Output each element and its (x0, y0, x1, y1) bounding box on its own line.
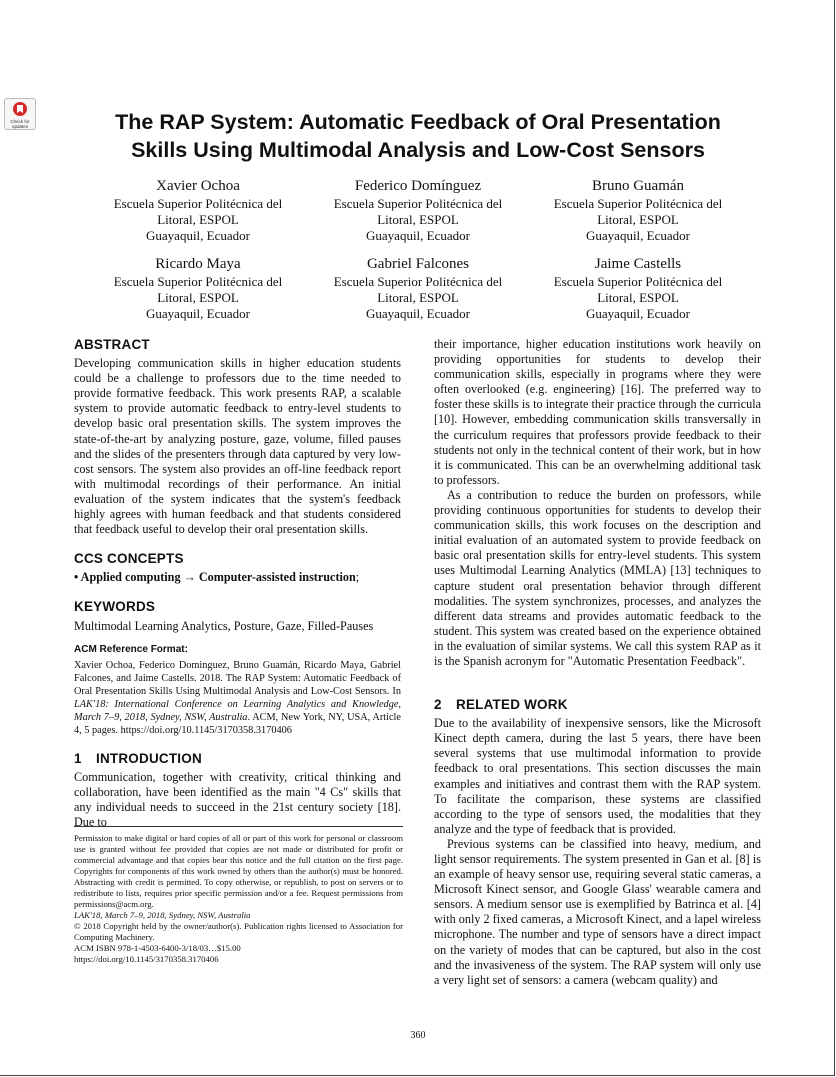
permission-text: Permission to make digital or hard copies of all or part of this work for personal or classroom use is granted without fee provided that copies are not made or distributed for profit or commercial advantage and that copies bear this notice and the full citation on the first page. Copyrights for components of this work owned by others than the author(s) must be honored. Abstracting with credit is permitted. To copy otherwise, or republish, to post on servers or to redistribute to lists, requires prior specific permission and/or a fee. Request permissions from permissions@acm.org. (74, 833, 403, 909)
related-work-paragraph-2: Previous systems can be classified into heavy, medium, and light sensor requirements. The system presented in Gan et al. [8] is an example of heavy sensor use, requiring several static cameras, a Microsoft Kinect sensor, and Google Glass' wearable camera and sensors. A medium sensor use is exemplified by Batrinca et al. [4] with only 2 fixed cameras, a Microsoft Kinect, and a lapel wireless microphone. The number and type of sensors have a direct impact on the variety of modes that can be captured, but also in the cost and the invasiveness of the system. The RAP system will only use a very light set of sensors: a camera (webcam quality) and (434, 836, 761, 987)
author-affiliation: Litoral, ESPOL (377, 289, 459, 305)
section-title: RELATED WORK (456, 697, 568, 713)
related-work-paragraph-1: Due to the availability of inexpensive sensors, like the Microsoft Kinect depth camera, during the last 5 years, there have been several systems that use multimodal information to provide feedback to oral presentations. This section discusses the main examples and initiatives and contrast them with the RAP system. To facilitate the comparison, these systems are classified according to the type of sensors used, the modalities that they analyze and the type of feedback that is provided. (434, 716, 761, 836)
left-column (74, 337, 401, 830)
author-location: Guayaquil, Ecuador (146, 306, 250, 322)
ccs-text (74, 570, 401, 585)
author-1 (88, 177, 308, 245)
author-affiliation: Escuela Superior Politécnica del (113, 196, 283, 211)
author-3 (528, 177, 748, 245)
page-number: 360 (410, 1030, 426, 1041)
reference-venue: LAK'18: International Conference on Learning Analytics and Knowledge, March 7–9, 2018, Sydney, NSW, Australia (74, 698, 401, 723)
author-location: Guayaquil, Ecuador (586, 306, 690, 322)
acm-reference-heading: ACM Reference Format: (74, 643, 188, 655)
author-affiliation: Escuela Superior Politécnica del (553, 273, 723, 289)
ccs-heading: CCS CONCEPTS (74, 551, 184, 567)
author-5 (308, 255, 528, 323)
author-2 (308, 177, 528, 245)
spacer (434, 669, 761, 697)
related-work-heading (434, 697, 761, 712)
intro-continued: their importance, higher education institutions work heavily on providing opportunities for students to develop their communication skills, especially in programs where they were often overlooked (e.g. engineering) [16]. The preferred way to foster these skills is to integrate their practice through the curricula [10]. However, embedding communication skills transversally in the curriculum requires that professors provide feedback to their students not only in the technical content of their work, but in how it is communicated. This can be an overwhelming additional task to professors. (434, 337, 761, 487)
title-line-2: Skills Using Multimodal Analysis and Low-Cost Sensors (131, 138, 705, 162)
author-affiliation: Escuela Superior Politécnica del (113, 273, 283, 289)
copyright-owner: © 2018 Copyright held by the owner/author(s). Publication rights licensed to Association for Computing Machinery. (74, 921, 403, 942)
intro-text: Communication, together with creativity, critical thinking and collaboration, have been identified as the main "4 Cs" skills that any individual needs to succeed in the 21st century society [18]. Due to (74, 769, 401, 830)
section-number: 2 (434, 697, 442, 713)
paper-title (60, 108, 776, 164)
spacer (74, 537, 401, 551)
title-line-1: The RAP System: Automatic Feedback of Oral Presentation (115, 110, 721, 134)
author-name: Bruno Guamán (591, 178, 685, 194)
section-title: INTRODUCTION (96, 750, 202, 766)
spacer (74, 737, 401, 751)
keywords-text: Multimodal Learning Analytics, Posture, Gaze, Filled-Pauses (74, 618, 374, 633)
intro-heading (74, 751, 401, 766)
author-affiliation: Litoral, ESPOL (597, 289, 679, 305)
ccs-suffix: ; (355, 570, 360, 585)
author-name: Jaime Castells (594, 255, 682, 272)
intro-paragraph-2: As a contribution to reduce the burden on professors, while providing continuous opportunities for students to develop their communication skills, this work focuses on the description and initial evaluation of an automated system to provide feedback on basic oral presentation skills for entry-level students. This system uses Multimodal Learning Analytics (MMLA) [13] techniques to capture student oral presentation behavior through different modalities. The system synchronizes, processes, and analyzes the different data streams and provides automatic feedback to the student. This system was created based on the experience obtained in the evaluation of similar systems. We call this system RAP as it is the Spanish acronym for "Automatic Presentation Feedback". (434, 487, 761, 668)
author-location: Guayaquil, Ecuador (366, 306, 470, 322)
copyright-isbn: ACM ISBN 978-1-4503-6400-3/18/03…$15.00 (74, 943, 241, 953)
author-affiliation: Escuela Superior Politécnica del (333, 273, 503, 289)
author-name: Ricardo Maya (155, 255, 241, 272)
bookmark-icon (12, 101, 28, 119)
spacer (74, 585, 401, 599)
copyright-doi[interactable]: https://doi.org/10.1145/3170358.3170406 (74, 954, 219, 964)
badge-label: Check for updates (10, 119, 30, 129)
author-affiliation: Escuela Superior Politécnica del (553, 196, 723, 211)
author-location: Guayaquil, Ecuador (146, 228, 250, 244)
author-affiliation: Litoral, ESPOL (157, 289, 239, 305)
author-6 (528, 255, 748, 323)
acm-reference-text (74, 659, 401, 737)
copyright-venue (74, 910, 403, 921)
reference-authors: Xavier Ochoa, Federico Dominguez, Bruno Guamán, Ricardo Maya, Gabriel Falcones, and Jaime Castells. 2018. The RAP System: Automatic Feedback of Oral Presentation Skills Using Multimodal Analysis and Low-Cost Sensors. In (74, 659, 401, 697)
author-affiliation: Escuela Superior Politécnica del (333, 196, 503, 211)
keywords-heading: KEYWORDS (74, 599, 156, 615)
venue-text: LAK'18, March 7–9, 2018, Sydney, NSW, Australia (74, 910, 251, 920)
author-name: Xavier Ochoa (156, 178, 240, 194)
copyright-notice (74, 826, 403, 965)
author-name: Federico Domínguez (354, 178, 482, 194)
reference-details: . ACM, New York, NY, USA, Article 4, 5 pages. https://doi.org/10.1145/3170358.3170406 (74, 711, 401, 736)
spacer (74, 634, 401, 642)
author-block (88, 177, 748, 322)
author-affiliation: Litoral, ESPOL (157, 212, 239, 228)
author-location: Guayaquil, Ecuador (586, 228, 690, 244)
author-4 (88, 255, 308, 323)
check-for-updates-badge[interactable] (4, 98, 36, 130)
author-affiliation: Litoral, ESPOL (377, 212, 459, 228)
section-number: 1 (74, 750, 82, 766)
right-column (434, 337, 761, 988)
ccs-concept: • Applied computing → Computer-assisted instruction (74, 570, 356, 585)
author-affiliation: Litoral, ESPOL (597, 212, 679, 228)
author-location: Guayaquil, Ecuador (366, 228, 470, 244)
author-name: Gabriel Falcones (366, 255, 470, 272)
abstract-text: Developing communication skills in higher education students could be a challenge to professors due to the time needed to provide formative feedback. This work presents RAP, a scalable system to provide automatic feedback to entry-level students to develop basic oral presentation skills. The system improves the state-of-the-art by analyzing posture, gaze, volume, filled pauses and the slides of the presenters through data captured by very low-cost sensors. The system also provides an off-line feedback report with multimodal recordings of their performance. An initial evaluation of the system indicates that the system's feedback highly agrees with human feedback and that students considered that feedback useful to develop their oral presentation skills. (74, 356, 401, 537)
abstract-heading: ABSTRACT (74, 337, 150, 352)
